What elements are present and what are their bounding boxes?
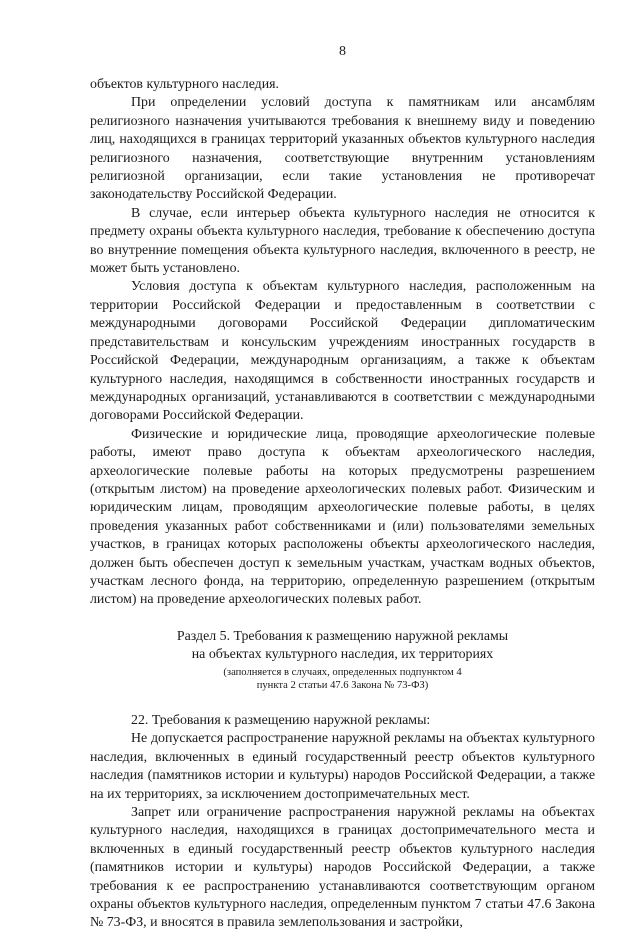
document-body (90, 76, 595, 933)
paragraph-religious-access: При определении условий доступа к памятникам или ансамблям религиозного назначения учитываются требования к внешнему виду и поведению лиц, находящихся в границах территорий указанных объектов культурного наследия религиозного назначения, соответствующие внутренним установлениям религиозной организации, если такие установления не противоречат законодательству Российской Федерации. (90, 95, 595, 203)
section-note (90, 666, 595, 692)
paragraph-advertising-restriction: Запрет или ограничение распространения наружной рекламы на объектах культурного наследия, находящихся в границах достопримечательного места и включенных в единый государственный реестр объектов культурного наследия (памятников истории и культуры) народов Российской Федерации, а также требования к ее распространению устанавливаются соответствующим органом охраны объектов культурного наследия, определенным пунктом 7 статьи 47.6 Закона № 73-ФЗ, и вносятся в правила землепользования и застройки, (90, 805, 595, 931)
section-note-line-2: пункта 2 статьи 47.6 Закона № 73-ФЗ) (256, 679, 429, 691)
section-heading (90, 628, 595, 665)
section-title-line-1: Раздел 5. Требования к размещению наружной рекламы (176, 628, 509, 644)
requirements-title: 22. Требования к размещению наружной рекламы: (131, 713, 431, 728)
paragraph-archaeological-access: Физические и юридические лица, проводящие археологические полевые работы, имеют право доступа к объектам археологического наследия, археологические полевые работы на которых предусмотрены разрешением (открытым листом) на проведение археологических полевых работ. Физическим и юридическим лицам, проводящим археологические полевые работы, в целях проведения указанных работ собственниками и (или) пользователями земельных участков, в границах которых расположены объекты археологического наследия, должен быть обеспечен доступ к земельным участкам, участкам водных объектов, участкам лесного фонда, на территорию, определенную разрешением (открытым листом) на проведение археологических полевых работ. (90, 426, 595, 608)
section-note-line-1: (заполняется в случаях, определенных подпунктом 4 (223, 666, 462, 678)
page-number: 8 (339, 44, 346, 59)
paragraph-diplomatic-access: Условия доступа к объектам культурного наследия, расположенным на территории Российской Федерации и предоставленным в соответствии с международными договорами Российской Федерации дипломатическим представительствам и консульским учреждениям иностранных государств в Российской Федерации, международным организациям, а также к объектам культурного наследия, находящимся в собственности иностранных государств и международных организаций, устанавливаются в соответствии с международными договорами Российской Федерации. (90, 279, 595, 424)
paragraph-interior-access: В случае, если интерьер объекта культурного наследия не относится к предмету охраны объекта культурного наследия, требование к обеспечению доступа во внутренние помещения объекта культурного наследия, включенного в реестр, не может быть установлено. (90, 205, 595, 277)
section-title-line-2: на объектах культурного наследия, их территориях (191, 647, 494, 663)
paragraph-continuation: объектов культурного наследия. (90, 77, 280, 92)
paragraph-advertising-ban: Не допускается распространение наружной рекламы на объектах культурного наследия, включенных в единый государственный реестр объектов культурного наследия (памятников истории и культуры) народов Российской Федерации, а также на их территориях, за исключением достопримечательных мест. (90, 731, 595, 802)
